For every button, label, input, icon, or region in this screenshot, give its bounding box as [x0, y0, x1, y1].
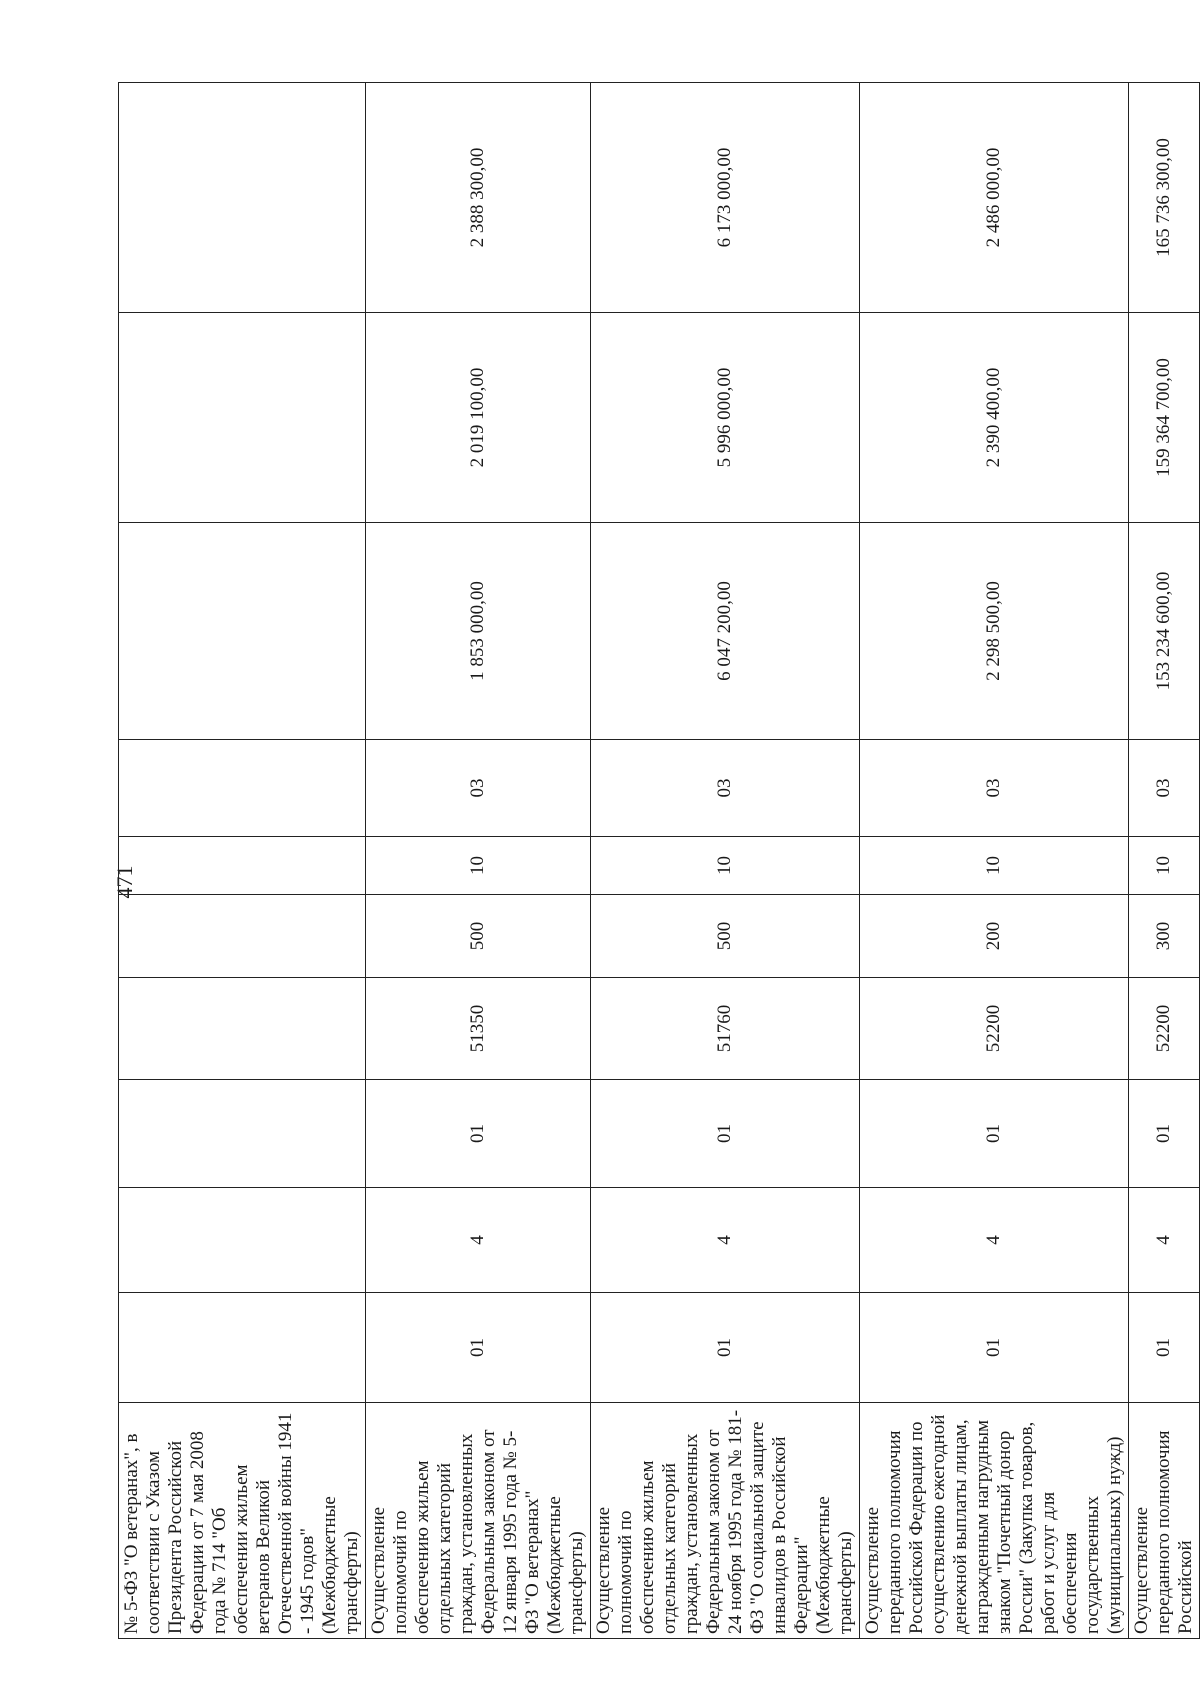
- cell-c2: [119, 1188, 366, 1293]
- page-number: 471: [112, 865, 137, 899]
- table-row: [119, 83, 366, 1639]
- cell-amount-year2: 159 364 700,00: [1129, 313, 1200, 523]
- cell-c4: 51350: [366, 978, 591, 1080]
- cell-c5: 500: [366, 895, 591, 978]
- cell-c2: 4: [591, 1188, 860, 1293]
- cell-c4: 52200: [1129, 978, 1200, 1080]
- cell-c7: 03: [860, 740, 1129, 837]
- cell-amount-year1: 6 047 200,00: [591, 523, 860, 740]
- row-description: Осуществление переданного полномочия Российской: [1129, 1403, 1200, 1639]
- cell-c3: 01: [591, 1080, 860, 1188]
- cell-c7: 03: [1129, 740, 1200, 837]
- cell-c2: 4: [366, 1188, 591, 1293]
- cell-c7: 03: [366, 740, 591, 837]
- cell-c5: 200: [860, 895, 1129, 978]
- cell-c6: 10: [1129, 837, 1200, 895]
- cell-amount-year1: [119, 523, 366, 740]
- cell-c1: [119, 1293, 366, 1403]
- cell-c2: 4: [860, 1188, 1129, 1293]
- table-row: [1129, 83, 1200, 1639]
- cell-amount-year2: 5 996 000,00: [591, 313, 860, 523]
- cell-amount-year1: 1 853 000,00: [366, 523, 591, 740]
- cell-amount-year3: 6 173 000,00: [591, 83, 860, 313]
- cell-c6: 10: [591, 837, 860, 895]
- table-row: [860, 83, 1129, 1639]
- cell-c2: 4: [1129, 1188, 1200, 1293]
- cell-c4: 52200: [860, 978, 1129, 1080]
- cell-c3: 01: [1129, 1080, 1200, 1188]
- cell-c6: 10: [860, 837, 1129, 895]
- cell-c1: 01: [1129, 1293, 1200, 1403]
- table-row: [591, 83, 860, 1639]
- cell-amount-year3: 165 736 300,00: [1129, 83, 1200, 313]
- budget-table: [118, 82, 1200, 1639]
- cell-c5: 300: [1129, 895, 1200, 978]
- cell-amount-year2: [119, 313, 366, 523]
- cell-amount-year1: 2 298 500,00: [860, 523, 1129, 740]
- row-description: Осуществление полномочий по обеспечению жильем отдельных категорий граждан, установленных Федеральным законом от 12 января 1995 года № 5-ФЗ "О ветеранах" (Межбюджетные трансферты): [366, 1403, 591, 1639]
- cell-amount-year3: [119, 83, 366, 313]
- cell-c6: 10: [366, 837, 591, 895]
- cell-c1: 01: [860, 1293, 1129, 1403]
- table-row: [366, 83, 591, 1639]
- cell-amount-year1: 153 234 600,00: [1129, 523, 1200, 740]
- row-description: № 5-ФЗ "О ветеранах", в соответствии с Указом Президента Российской Федерации от 7 мая 2008 года № 714 "Об обеспечении жильем ветеранов Великой Отечественной войны 1941 - 1945 годов" (Межбюджетные трансферты): [119, 1403, 366, 1639]
- cell-c1: 01: [366, 1293, 591, 1403]
- row-description: Осуществление полномочий по обеспечению жильем отдельных категорий граждан, установленных Федеральным законом от 24 ноября 1995 года № 181-ФЗ "О социальной защите инвалидов в Российской Федерации" (Межбюджетные трансферты): [591, 1403, 860, 1639]
- cell-amount-year3: 2 486 000,00: [860, 83, 1129, 313]
- cell-c5: 500: [591, 895, 860, 978]
- cell-c3: [119, 1080, 366, 1188]
- cell-c3: 01: [860, 1080, 1129, 1188]
- cell-c1: 01: [591, 1293, 860, 1403]
- cell-c7: 03: [591, 740, 860, 837]
- cell-c7: [119, 740, 366, 837]
- cell-amount-year2: 2 019 100,00: [366, 313, 591, 523]
- cell-c6: [119, 837, 366, 895]
- cell-c5: [119, 895, 366, 978]
- budget-table-container: [118, 83, 1196, 1639]
- cell-c4: 51760: [591, 978, 860, 1080]
- cell-c4: [119, 978, 366, 1080]
- cell-c3: 01: [366, 1080, 591, 1188]
- cell-amount-year3: 2 388 300,00: [366, 83, 591, 313]
- cell-amount-year2: 2 390 400,00: [860, 313, 1129, 523]
- row-description: Осуществление переданного полномочия Российской Федерации по осуществлению ежегодной денежной выплаты лицам, награжденным нагрудным знаком "Почетный донор России" (Закупка товаров, работ и услуг для обеспечения государственных (муниципальных) нужд): [860, 1403, 1129, 1639]
